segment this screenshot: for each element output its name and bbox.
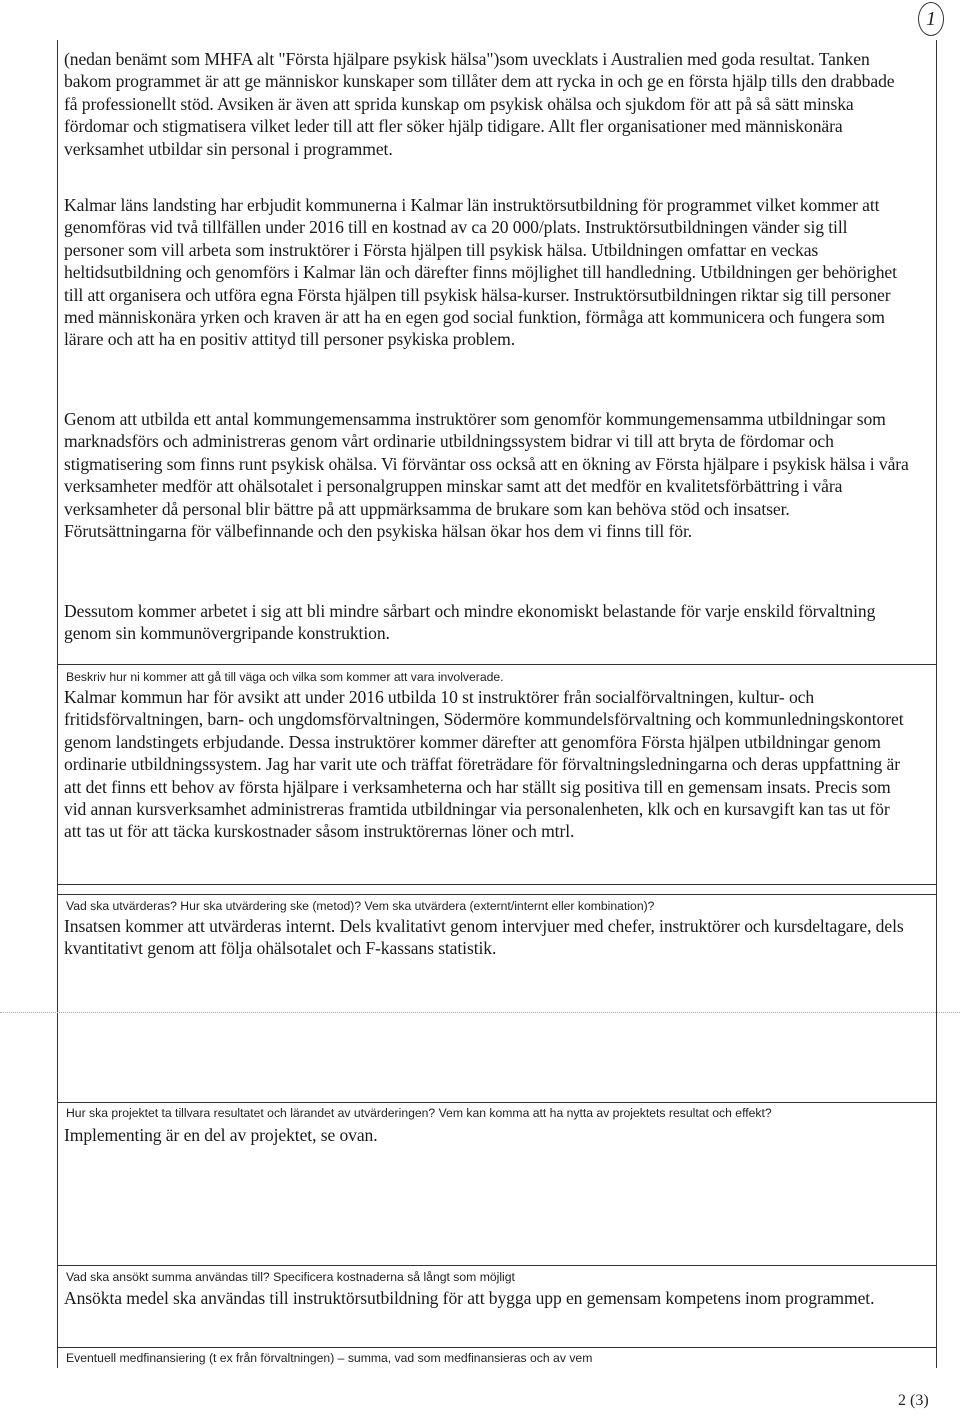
frame-left-line <box>57 40 58 1368</box>
section-divider <box>57 884 937 885</box>
section-divider <box>57 1347 937 1348</box>
page-number: 2 (3) <box>898 1392 929 1409</box>
scan-dotted-line <box>0 1012 960 1013</box>
training-paragraph: Kalmar läns landsting har erbjudit kommunerna i Kalmar län instruktörsutbildning för programmet vilket kommer att genomföras vid två tillfällen under 2016 till en kostnad av ca 20 000/plats. Instruktörsutbildningen vänder sig till personer som vill arbeta som instruktörer i Första hjälpen till psykisk hälsa. Utbildningen omfattar en veckas heltidsutbildning och genomförs i Kalmar län och därefter finns möjlighet till handledning. Utbildningen ger behörighet till att organisera och utföra egna Första hjälpen till psykisk hälsa-kurser. Instruktörsutbildningen riktar sig till personer med människonära yrken och kraven är att ha en egen god social funktion, förmåga att kommunicera och fungera som lärare och att ha en positiv attityd till personer psykiska problem. <box>64 195 897 350</box>
section-question-label: Beskriv hur ni kommer att gå till väga och vilka som kommer att vara involverade. <box>66 670 504 684</box>
section-answer-text: Ansökta medel ska användas till instruktörsutbildning för att bygga upp en gemensam kompetens inom programmet. <box>64 1288 875 1308</box>
section-question-label: Vad ska utvärderas? Hur ska utvärdering ske (metod)? Vem ska utvärdera (externt/internt eller kombination)? <box>66 899 655 913</box>
section-question-label: Eventuell medfinansiering (t ex från förvaltningen) – summa, vad som medfinansieras och av vem <box>66 1351 593 1365</box>
section-question-label: Hur ska projektet ta tillvara resultatet och lärandet av utvärderingen? Vem kan komma att ha nytta av projektets resultat och effekt? <box>66 1106 772 1120</box>
page-number-badge: 1 <box>918 2 944 36</box>
section-answer-text: Implementing är en del av projektet, se ovan. <box>64 1125 378 1145</box>
section-divider <box>57 664 937 665</box>
section-divider <box>57 1102 937 1103</box>
section-divider <box>57 1265 937 1266</box>
section-question-label: Vad ska ansökt summa användas till? Specificera kostnaderna så långt som möjligt <box>66 1270 515 1284</box>
frame-right-line <box>936 40 937 1368</box>
robustness-paragraph: Dessutom kommer arbetet i sig att bli mindre sårbart och mindre ekonomiskt belastande för varje enskild förvaltning genom sin kommunövergripande konstruktion. <box>64 601 876 644</box>
section-answer-text: Kalmar kommun har för avsikt att under 2016 utbilda 10 st instruktörer från socialförvaltningen, kultur- och fritidsförvaltningen, barn- och ungdomsförvaltningen, Södermöre kommundelsförvaltning och kommunledningskontoret genom landstingets erbjudande. Dessa instruktörer kommer därefter att genomföra Första hjälpen utbildningar genom ordinarie utbildningssystem. Jag har varit ute och träffat företrädare för förvaltningsledningarna och deras uppfattning är att det finns ett behov av första hjälpare i verksamheterna och har ställt sig positiva till en gemensam insats. Precis som vid annan kursverksamhet administreras framtida utbildningar via personalenheten, klk och en kursavgift kan tas ut för att tas ut för att täcka kurskostnader såsom instruktörernas löner och mtrl. <box>64 687 904 842</box>
section-answer-text: Insatsen kommer att utvärderas internt. Dels kvalitativt genom intervjuer med chefer, instruktörer och kursdeltagare, dels kvantitativt genom att följa ohälsotalet och F-kassans statistik. <box>64 916 904 959</box>
benefits-paragraph: Genom att utbilda ett antal kommungemensamma instruktörer som genomför kommungemensamma utbildningar som marknadsförs och administreras genom vårt ordinarie utbildningssystem bidrar vi till att bryta de fördomar och stigmatisering som finns runt psykisk ohälsa. Vi förväntar oss också att en ökning av Första hjälpare i psykisk hälsa i våra verksamheter medför att ohälsotalet i personalgruppen minskar samt att det medför en kvalitetsförbättring i våra verksamheter då personal blir bättre på att uppmärksamma de brukare som kan behöva stöd och insatser. Förutsättningarna för välbefinnande och den psykiska hälsan ökar hos dem vi finns till för. <box>64 409 909 542</box>
section-divider <box>57 894 937 895</box>
intro-paragraph: (nedan benämt som MHFA alt "Första hjälpare psykisk hälsa")som uvecklats i Australien med goda resultat. Tanken bakom programmet är att ge människor kunskaper som tillåter dem att rycka in och ge en första hjälp tills den drabbade få professionellt stöd. Avsiken är även att sprida kunskap om psykisk ohälsa och sjukdom för att på så sätt minska fördomar och stigmatisera vilket leder till att fler söker hjälp tidigare. Allt fler organisationer med människonära verksamhet utbildar sin personal i programmet. <box>64 49 895 159</box>
